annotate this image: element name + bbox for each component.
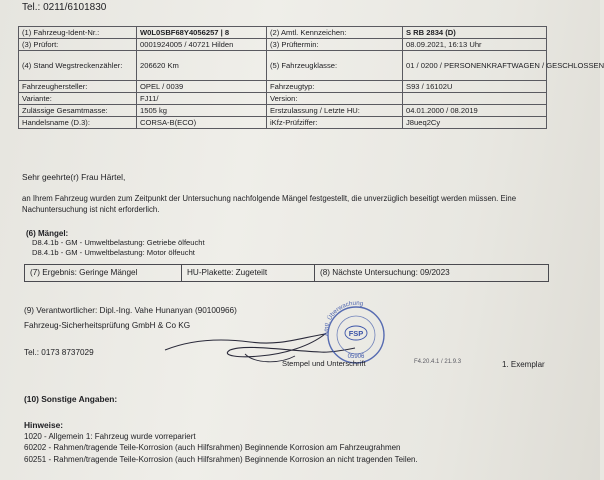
stamp-signature-label: Stempel und Unterschrift — [282, 359, 366, 368]
result-box — [24, 264, 549, 282]
defect-item: D8.4.1b - GM - Umweltbelastung: Motor ölfeucht — [32, 248, 195, 257]
table-cell-label: Handelsname (D.3): — [19, 117, 137, 129]
note-item: 1020 - Allgemein 1: Fahrzeug wurde vorrepariert — [24, 432, 196, 441]
table-cell-label: (4) Stand Wegstreckenzähler: — [19, 51, 137, 81]
top-phone: Tel.: 0211/6101830 — [22, 2, 107, 13]
table-cell-value: 0001924005 / 40721 Hilden — [137, 39, 267, 51]
table-row — [19, 105, 547, 117]
note-item: 60251 - Rahmen/tragende Teile-Korrosion (auch Hilfsrahmen) Beginnende Korrosion an nicht tragenden Teilen. — [24, 455, 418, 464]
result-next-inspection: (8) Nächste Untersuchung: 09/2023 — [320, 268, 450, 277]
intro-paragraph: an Ihrem Fahrzeug wurden zum Zeitpunkt der Untersuchung nachfolgende Mängel festgestellt, die unverzüglich beseitigt werden müssen. Eine Nachuntersuchung ist nicht erforderlich. — [22, 194, 517, 214]
table-cell-value: 206620 Km — [137, 51, 267, 81]
table-row — [19, 117, 547, 129]
salutation: Sehr geehrte(r) Frau Härtel, — [22, 172, 126, 182]
svg-text:05906: 05906 — [347, 354, 365, 360]
company-line: Fahrzeug-Sicherheitsprüfung GmbH & Co KG — [24, 321, 191, 330]
table-cell-value: FJ11/ — [137, 93, 267, 105]
exemplar-label: 1. Exemplar — [502, 360, 545, 369]
vehicle-data-table — [18, 26, 604, 129]
svg-text:FSP: FSP — [348, 329, 364, 338]
table-cell-label: iKfz-Prüfziffer: — [267, 117, 403, 129]
defects-heading: (6) Mängel: — [26, 229, 69, 238]
svg-text:Amtl. Überwachung: Amtl. Überwachung — [322, 300, 364, 337]
table-row — [19, 93, 547, 105]
responsible-phone: Tel.: 0173 8737029 — [24, 348, 94, 357]
form-code: F4.20.4.1 / 21.9.3 — [414, 359, 462, 365]
table-cell-value: 01 / 0200 / PERSONENKRAFTWAGEN / GESCHLOSSEN — [403, 51, 547, 81]
table-cell-value: OPEL / 0039 — [137, 81, 267, 93]
table-cell-value: S RB 2834 (D) — [403, 27, 547, 39]
table-row — [19, 27, 547, 39]
table-row — [19, 51, 547, 81]
result-plakette: HU-Plakette: Zugeteilt — [182, 265, 315, 281]
responsible-line: (9) Verantwortlicher: Dipl.-Ing. Vahe Hunanyan (90100966) — [24, 306, 237, 315]
table-cell-label: (3) Prüftermin: — [267, 39, 403, 51]
table-cell-value: S93 / 16102U — [403, 81, 547, 93]
table-cell-label: (3) Prüfort: — [19, 39, 137, 51]
table-cell-label: Zulässige Gesamtmasse: — [19, 105, 137, 117]
defect-item: D8.4.1b - GM - Umweltbelastung: Getriebe ölfeucht — [32, 238, 205, 247]
table-cell-value: 08.09.2021, 16:13 Uhr — [403, 39, 547, 51]
table-cell-label: (1) Fahrzeug-Ident-Nr.: — [19, 27, 137, 39]
table-cell-label: Fahrzeughersteller: — [19, 81, 137, 93]
result-ergebnis: (7) Ergebnis: Geringe Mängel — [25, 265, 182, 281]
table-cell-value: 1505 kg — [137, 105, 267, 117]
table-cell-value: J8ueq2Cy — [403, 117, 547, 129]
table-cell-label: (5) Fahrzeugklasse: — [267, 51, 403, 81]
table-row — [19, 81, 547, 93]
table-cell-label: (2) Amtl. Kennzeichen: — [267, 27, 403, 39]
table-cell-label: Version: — [267, 93, 403, 105]
table-cell-value: 04.01.2000 / 08.2019 — [403, 105, 547, 117]
table-cell-value: CORSA-B(ECO) — [137, 117, 267, 129]
other-info-heading: (10) Sonstige Angaben: — [24, 394, 118, 404]
notes-heading: Hinweise: — [24, 420, 64, 430]
table-cell-label: Erstzulassung / Letzte HU: — [267, 105, 403, 117]
note-item: 60202 - Rahmen/tragende Teile-Korrosion (auch Hilfsrahmen) Beginnende Korrosion am Fahrzeugrahmen — [24, 443, 401, 452]
table-cell-label: Variante: — [19, 93, 137, 105]
table-cell-value — [403, 93, 547, 105]
table-row — [19, 39, 547, 51]
table-cell-label: Fahrzeugtyp: — [267, 81, 403, 93]
table-cell-value: W0L0SBF68Y4056257 | 8 — [137, 27, 267, 39]
